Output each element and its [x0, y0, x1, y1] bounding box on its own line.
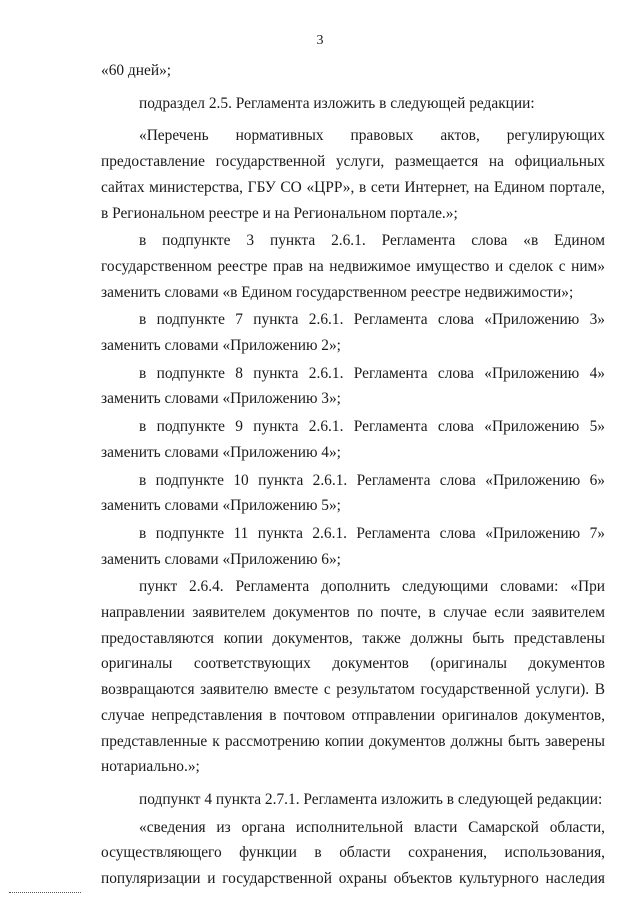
paragraph-legal-acts-list: «Перечень нормативных правовых актов, регулирующих предоставление государственной услуги, размещается на официальных сайтах министерства, ГБУ СО «ЦРР», в сети Интернет, на Едином портале, в Региональном реестре и на Региональном портале.»; — [101, 127, 605, 222]
paragraph-subpoint-7: в подпункте 7 пункта 2.6.1. Регламента слова «Приложению 3» заменить словами «Приложению 2»; — [101, 311, 605, 355]
paragraph-subpoint-3: в подпункте 3 пункта 2.6.1. Регламента слова «в Едином государственном реестре прав на недвижимое имущество и сделок с ним» заменить словами «в Едином государственном реестре недвижимости»; — [101, 232, 605, 301]
paragraph-subpoint-10: в подпункте 10 пункта 2.6.1. Регламента слова «Приложению 6» заменить словами «Приложению 5»; — [101, 471, 605, 515]
paragraph-subpoint-11: в подпункте 11 пункта 2.6.1. Регламента слова «Приложению 7» заменить словами «Приложению 6»; — [101, 524, 605, 568]
paragraph-information-source: «сведения из органа исполнительной власти Самарской области, осуществляющего функции в области сохранения, использования, популяризации и государственной охраны объектов культурного наследия — [101, 818, 605, 888]
paragraph-subpoint-9: в подпункте 9 пункта 2.6.1. Регламента слова «Приложению 5» заменить словами «Приложению 4»; — [101, 418, 605, 461]
paragraph-subsection-2-5: подраздел 2.5. Регламента изложить в следующей редакции: — [139, 94, 535, 112]
page-number: 3 — [316, 33, 324, 48]
paragraph-subpoint-8: в подпункте 8 пункта 2.6.1. Регламента слова «Приложению 4» заменить словами «Приложению 3»; — [101, 364, 605, 408]
document-body — [101, 58, 605, 892]
paragraph-point-2-6-4: пункт 2.6.4. Регламента дополнить следующими словами: «При направлении заявителем документов по почте, в случае если заявителем предоставляются копии документов, также должны быть представлены оригиналы соответствующих документов (оригиналы документов возвращаются заявителю вместе с результатом государственной услуги). В случае непредставления в почтовом отправлении оригиналов документов, представленные к рассмотрению копии документов должны быть заверены нотариально.»; — [101, 578, 605, 776]
footer-divider — [9, 892, 81, 893]
paragraph-subpoint-4-2-7-1: подпункт 4 пункта 2.7.1. Регламента изложить в следующей редакции: — [139, 790, 603, 808]
paragraph-quote-fragment: «60 дней»; — [101, 62, 172, 79]
